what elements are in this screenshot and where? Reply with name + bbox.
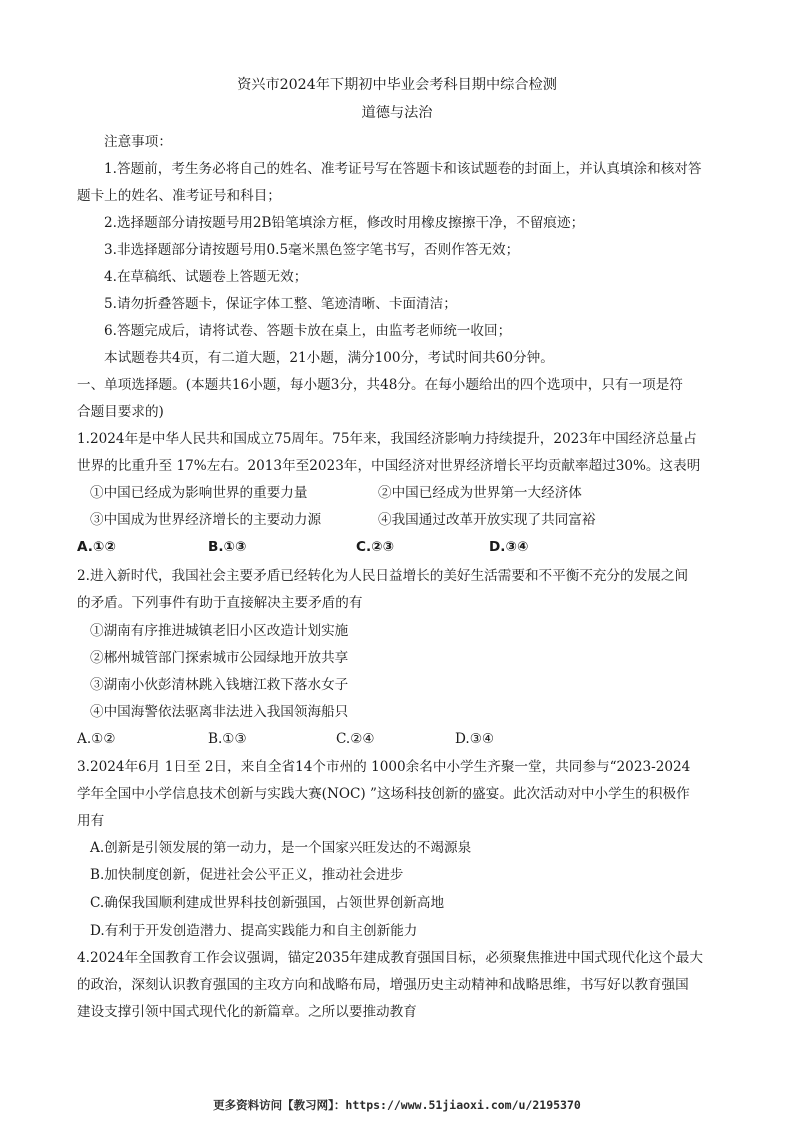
answer-choice: C.②③ [356, 539, 395, 555]
question-item: ③湖南小伙彭清林跳入钱塘江救下落水女子 [90, 677, 349, 693]
footer-link[interactable]: 更多资料访问【教习网】：https://www.51jiaoxi.com/u/2195370 [213, 1098, 581, 1112]
question-item: ④中国海警依法驱离非法进入我国领海船只 [90, 704, 349, 720]
answer-choice: C.②④ [336, 731, 375, 747]
notice-summary: 本试题卷共4页，有二道大题，21小题，满分100分，考试时间共60分钟。 [104, 350, 554, 366]
notice-line: 4.在草稿纸、试题卷上答题无效； [104, 269, 308, 285]
question-item: ①湖南有序推进城镇老旧小区改造计划实施 [90, 623, 349, 639]
question-stem: 2.进入新时代，我国社会主要矛盾已经转化为人民日益增长的美好生活需要和不平衡不充分的发展之间 [77, 568, 689, 584]
question-item: ①中国已经成为影响世界的重要力量 [90, 485, 308, 501]
question-item: ②郴州城管部门探索城市公园绿地开放共享 [90, 650, 349, 666]
question-item: ②中国已经成为世界第一大经济体 [378, 485, 582, 501]
question-stem: 学年全国中小学信息技术创新与实践大赛(NOC) ”这场科技创新的盛宴。此次活动对中小学生的积极作 [77, 786, 690, 802]
section-heading: 合题目要求的) [77, 404, 164, 420]
question-stem: 4.2024年全国教育工作会议强调，锚定2035年建成教育强国目标，必须聚焦推进中国式现代化这个最大 [77, 950, 703, 966]
notice-line: 5.请勿折叠答题卡，保证字体工整、笔迹清晰、卡面清洁； [104, 296, 457, 312]
question-stem: 3.2024年6月 1日至 2日，来自全省14个市州的 1000余名中小学生齐聚一堂，共同参与“2023-2024 [77, 759, 691, 775]
notice-line: 2.选择题部分请按题号用2B铅笔填涂方框，修改时用橡皮擦擦干净，不留痕迹； [104, 215, 585, 231]
question-stem: 1.2024年是中华人民共和国成立75周年。75年来，我国经济影响力持续提升，2023年中国经济总量占 [77, 431, 697, 447]
answer-choice: A.①② [77, 539, 116, 555]
exam-subject: 道德与法治 [361, 105, 433, 121]
answer-option: D.有利于开发创造潜力、提高实践能力和自主创新能力 [90, 923, 418, 939]
answer-option: B.加快制度创新，促进社会公平正义，推动社会进步 [90, 867, 404, 883]
notice-line: 3.非选择题部分请按题号用0.5毫米黑色签字笔书写，否则作答无效； [104, 242, 520, 258]
notice-line: 题卡上的姓名、准考证号和科目； [77, 188, 281, 204]
notice-heading: 注意事项： [104, 134, 172, 150]
exam-title: 资兴市2024年下期初中毕业会考科目期中综合检测 [237, 77, 557, 93]
question-stem: 的矛盾。下列事件有助于直接解决主要矛盾的有 [77, 595, 363, 611]
answer-choice: A.①② [77, 731, 116, 747]
question-stem: 用有 [77, 813, 105, 829]
answer-choice: B.①③ [208, 539, 247, 555]
answer-choice: B.①③ [208, 731, 247, 747]
question-item: ③中国成为世界经济增长的主要动力源 [90, 512, 322, 528]
question-stem: 的政治，深刻认识教育强国的主攻方向和战略布局，增强历史主动精神和战略思维，书写好以教育强国 [77, 977, 689, 993]
question-item: ④我国通过改革开放实现了共同富裕 [378, 512, 596, 528]
answer-choice: D.③④ [455, 731, 495, 747]
notice-line: 1.答题前，考生务必将自己的姓名、准考证号写在答题卡和该试题卷的封面上，并认真填涂和核对答 [104, 161, 702, 177]
question-stem: 建设支撑引领中国式现代化的新篇章。之所以要推动教育 [77, 1004, 417, 1020]
answer-choice: D.③④ [489, 539, 529, 555]
notice-line: 6.答题完成后，请将试卷、答题卡放在桌上，由监考老师统一收回； [104, 323, 512, 339]
question-stem: 世界的比重升至 17%左右。2013年至2023年，中国经济对世界经济增长平均贡献率超过30%。这表明 [77, 458, 701, 474]
answer-option: A.创新是引领发展的第一动力，是一个国家兴旺发达的不竭源泉 [90, 840, 472, 856]
answer-option: C.确保我国顺利建成世界科技创新强国，占领世界创新高地 [90, 895, 445, 911]
section-heading: 一、单项选择题。(本题共16小题，每小题3分，共48分。在每小题给出的四个选项中，只有一项是符 [77, 377, 683, 393]
